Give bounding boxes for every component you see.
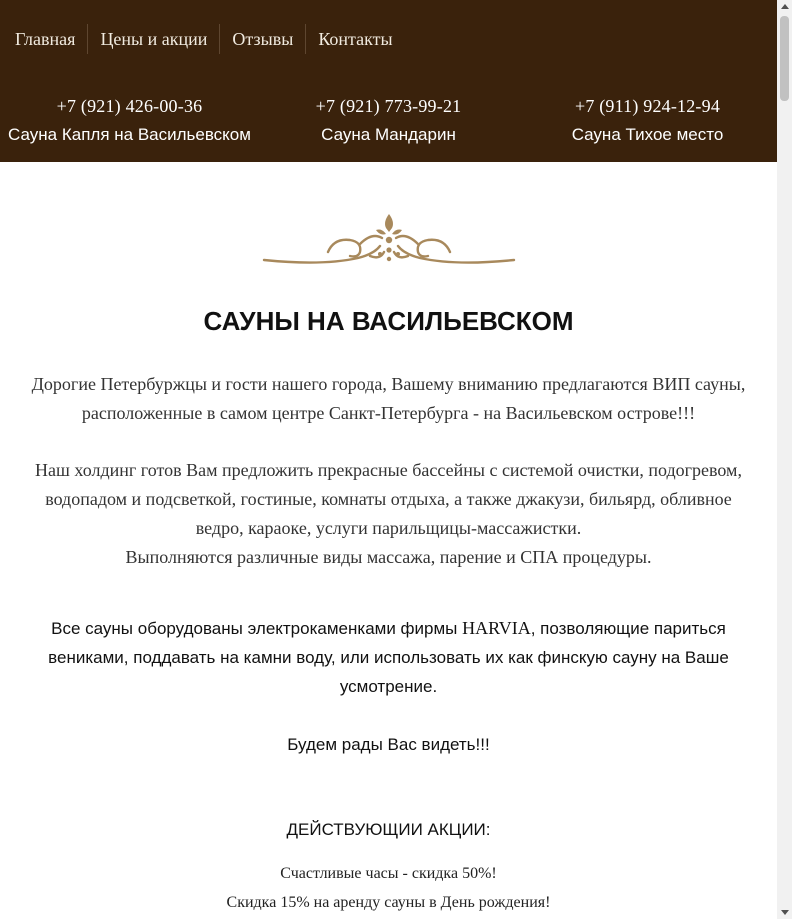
promo-item[interactable]: Счастливые часы - скидка 50%! [280,865,497,882]
contact-kaplya [0,91,259,149]
vertical-scrollbar[interactable] [777,0,792,919]
scrollbar-thumb[interactable] [780,16,789,101]
harvia-post: , позволяющие париться [530,619,726,638]
scroll-down-arrow-icon[interactable] [781,910,789,915]
nav-item-prices[interactable]: Цены и акции [87,24,219,54]
phone-link[interactable]: +7 (921) 773-99-21 [315,96,462,116]
offer-line: Выполняются различные виды массажа, парение и СПА процедуры. [125,547,652,567]
flourish-ornament-icon [262,210,516,270]
offer-line: водопадом и подсветкой, гостиные, комнаты отдыха, а также джакузи, бильярд, обливное [45,489,732,509]
nav-item-contacts[interactable]: Контакты [305,24,404,54]
phone-link[interactable]: +7 (921) 426-00-36 [56,96,203,116]
offer-text [20,456,757,572]
sauna-name[interactable]: Сауна Капля на Васильевском [8,125,251,144]
offer-line: Наш холдинг готов Вам предложить прекрасные бассейны с системой очистки, подогревом, [35,460,742,480]
harvia-line: усмотрение. [339,677,438,696]
harvia-line: вениками, поддавать на камни воду, или использовать их как финскую сауну на Ваше [48,648,729,667]
offer-line: ведро, караоке, услуги парильщицы-массажистки. [195,518,582,538]
phone-link[interactable]: +7 (911) 924-12-94 [574,96,721,116]
intro-line: расположенные в самом центре Санкт-Петербурга - на Васильевском острове!!! [81,403,696,423]
promo-item[interactable]: Скидка 15% на аренду сауны в День рождения! [226,894,551,911]
contact-mandarin [259,91,518,149]
site-header [0,0,777,162]
harvia-pre: Все сауны оборудованы электрокаменками фирмы [51,619,463,638]
contact-tikhoe-mesto [518,91,777,149]
page-title: САУНЫ НА ВАСИЛЬЕВСКОМ [203,306,574,336]
harvia-text [20,614,757,701]
welcome-text: Будем рады Вас видеть!!! [287,735,490,754]
nav-item-reviews[interactable]: Отзывы [219,24,305,54]
harvia-brand: HARVIA [462,618,531,638]
contacts-bar [0,91,777,149]
intro-line: Дорогие Петербуржцы и гости нашего города, Вашему вниманию предлагаются ВИП сауны, [31,374,746,394]
sauna-name[interactable]: Сауна Тихое место [571,125,724,144]
intro-text [20,370,757,428]
promo-list [20,859,757,917]
main-nav [3,24,405,54]
scroll-up-arrow-icon[interactable] [781,4,789,9]
sauna-name[interactable]: Сауна Мандарин [321,125,456,144]
promo-title: ДЕЙСТВУЮЩИИ АКЦИИ: [286,820,491,839]
nav-item-home[interactable]: Главная [15,29,76,49]
